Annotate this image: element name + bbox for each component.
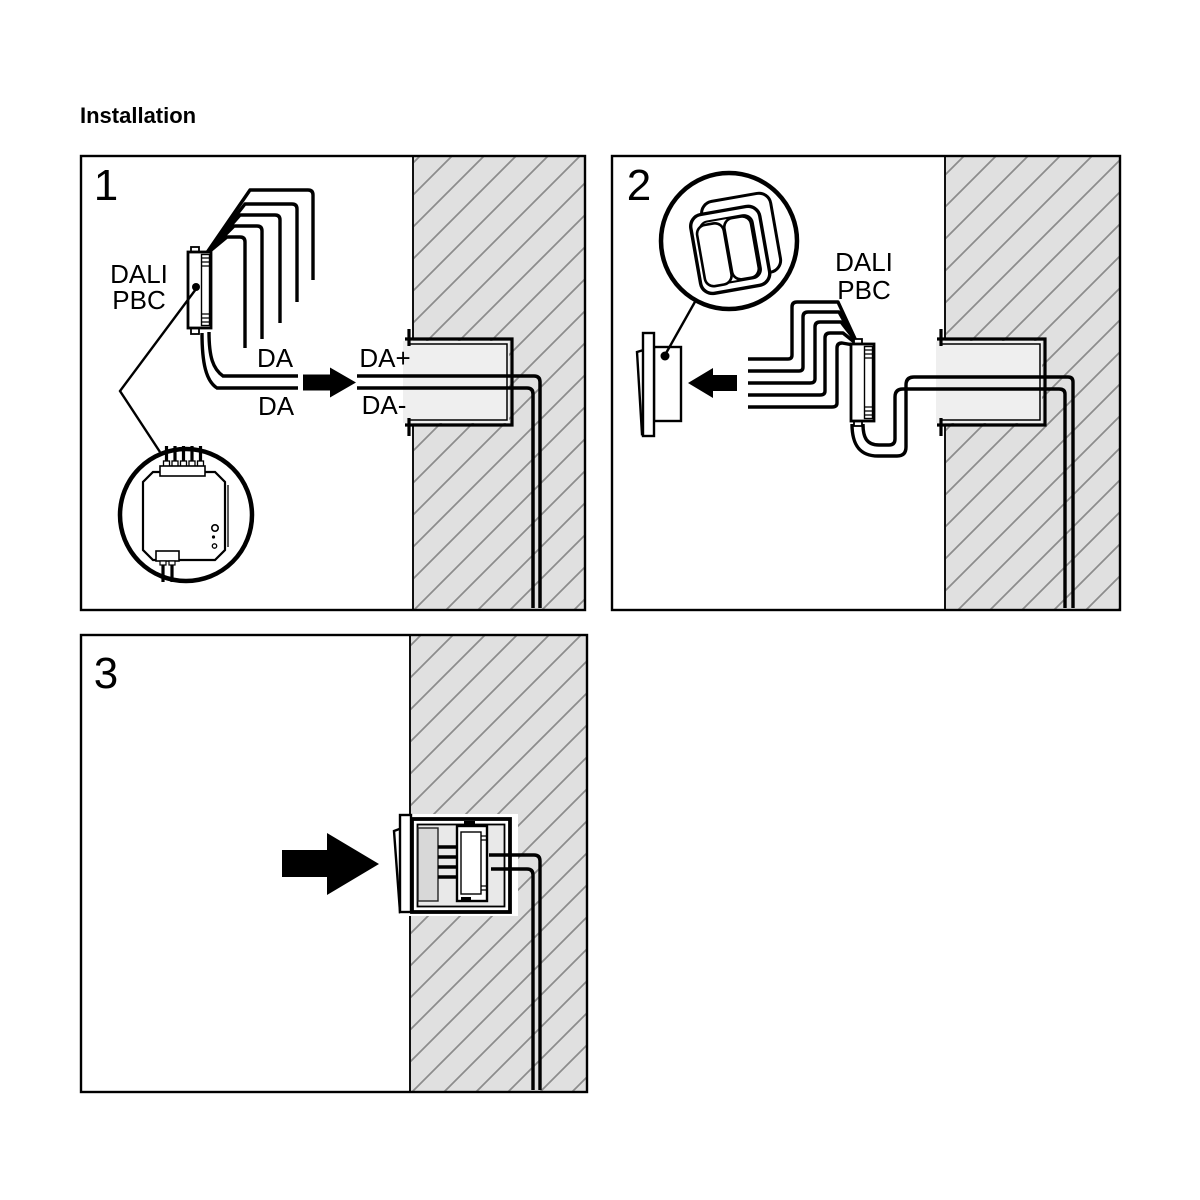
panel-3	[81, 635, 587, 1092]
pushbutton-wires	[204, 190, 313, 348]
detail-callout-rocker	[661, 173, 797, 309]
panel-1	[81, 156, 585, 610]
callout-anchor-dot	[192, 283, 200, 291]
installed-wall-box	[394, 814, 518, 916]
arrow-right-icon	[303, 368, 356, 398]
pushbutton-frame	[637, 333, 681, 436]
switch-unit-block	[418, 828, 438, 901]
panel-number: 3	[93, 649, 119, 698]
wire-label-da-bottom: DA	[257, 391, 295, 421]
dali-pbc-device	[851, 339, 874, 426]
page-title: Installation	[80, 103, 197, 128]
callout-anchor-dot	[661, 352, 670, 361]
dali-pbc-device-side	[457, 821, 487, 902]
device-label-dali: DALI	[835, 247, 893, 277]
device-label-pbc: PBC	[837, 275, 891, 305]
wall-box	[403, 329, 512, 436]
wall-box	[936, 329, 1045, 436]
front-plate	[400, 815, 411, 912]
device-label-dali: DALI	[110, 259, 168, 289]
pushbutton-wires	[748, 302, 859, 407]
detail-callout-module	[120, 446, 252, 582]
front-plate	[643, 333, 654, 436]
wire-label-da-plus: DA+	[359, 343, 411, 373]
wire-label-da-minus: DA-	[361, 390, 407, 420]
panel-number: 1	[93, 161, 119, 210]
device-label-pbc: PBC	[112, 285, 166, 315]
arrow-left-icon	[688, 368, 737, 398]
dali-pbc-device	[188, 247, 211, 334]
panel-number: 2	[626, 161, 652, 210]
panel-2	[612, 156, 1120, 610]
wire-label-da-top: DA	[256, 343, 294, 373]
arrow-right-icon	[282, 833, 379, 895]
